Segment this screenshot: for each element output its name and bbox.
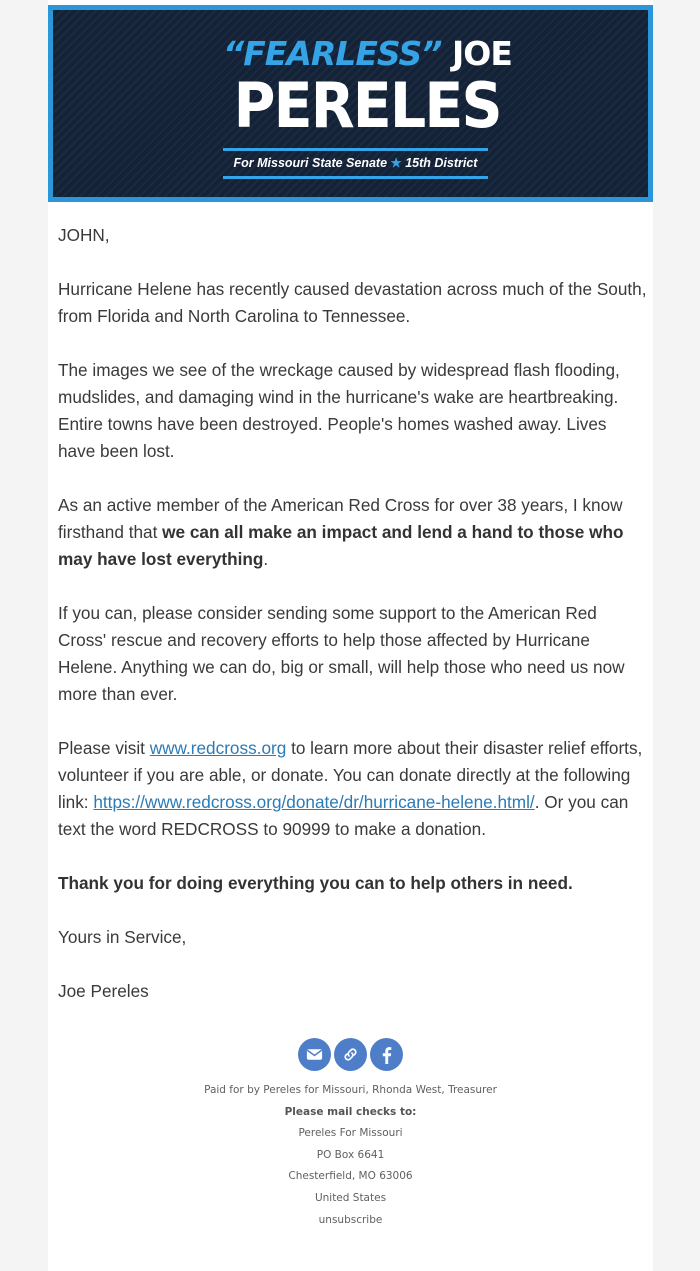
closing: Yours in Service, (58, 927, 187, 947)
campaign-logo (223, 34, 512, 184)
logo-pereles: PERELES (233, 69, 501, 142)
logo-rule-bottom (223, 176, 488, 179)
header-banner (48, 5, 653, 202)
thank-you (58, 870, 648, 897)
paragraph-5-text-a: Please visit (58, 738, 150, 758)
star-icon: ★ (390, 156, 402, 170)
logo-subtitle-district: 15th District (405, 156, 478, 170)
email-icon[interactable] (298, 1038, 331, 1071)
footer (48, 1080, 653, 1231)
greeting: JOHN, (58, 225, 110, 245)
redcross-link[interactable]: www.redcross.org (149, 738, 287, 758)
logo-fearless: “FEARLESS” (223, 34, 442, 73)
donate-link[interactable]: https://www.redcross.org/donate/dr/hurricane-helene.html/ (93, 792, 535, 812)
paragraph-3 (58, 492, 648, 573)
paragraph-1: Hurricane Helene has recently caused devastation across much of the South, from Florida and North Carolina to Tennessee. (58, 279, 647, 326)
logo-line1 (223, 34, 512, 74)
logo-joe: JOE (451, 34, 512, 73)
paragraph-5-text-b: to learn more about their disaster relief efforts, volunteer if you are able, or donate. You can donate directly at the following link: (58, 738, 643, 812)
paragraph-3-text: As an active member of the American Red Cross for over 38 years, I know firsthand that (58, 495, 623, 542)
mail-po-box: PO Box 6641 (316, 1148, 385, 1161)
paid-for-disclaimer: Paid for by Pereles for Missouri, Rhonda West, Treasurer (204, 1084, 497, 1096)
mail-org: Pereles For Missouri (298, 1127, 403, 1140)
social-icons (296, 1038, 406, 1071)
email-body (58, 222, 648, 1032)
paragraph-3-bold: we can all make an impact and lend a hand to those who may have lost everything (58, 522, 624, 569)
paragraph-5-text-c: . Or you can text the word REDCROSS to 90999 to make a donation. (58, 792, 629, 839)
link-icon[interactable] (334, 1038, 367, 1071)
paragraph-5 (58, 735, 648, 843)
mail-checks-label: Please mail checks to: (284, 1105, 417, 1118)
unsubscribe-link[interactable]: unsubscribe (318, 1213, 383, 1226)
facebook-icon[interactable] (370, 1038, 403, 1071)
logo-rule-top (223, 148, 488, 151)
paragraph-3-end: . (263, 549, 269, 569)
mail-country: United States (314, 1191, 387, 1204)
logo-subtitle-office: For Missouri State Senate (233, 156, 388, 170)
thank-you-bold: Thank you for doing everything you can to help others in need. (58, 873, 573, 893)
paragraph-2: The images we see of the wreckage caused by widespread flash flooding, mudslides, and damaging wind in the hurricane's wake are heartbreaking. Entire towns have been destroyed. People's homes washed away. Lives have been lost. (58, 360, 620, 461)
mail-city: Chesterfield, MO 63006 (288, 1170, 413, 1183)
signature: Joe Pereles (58, 981, 149, 1001)
paragraph-4: If you can, please consider sending some support to the American Red Cross' rescue and recovery efforts to help those affected by Hurricane Helene. Anything we can do, big or small, will help those who need us now more than ever. (58, 603, 625, 704)
logo-subtitle (223, 153, 488, 173)
